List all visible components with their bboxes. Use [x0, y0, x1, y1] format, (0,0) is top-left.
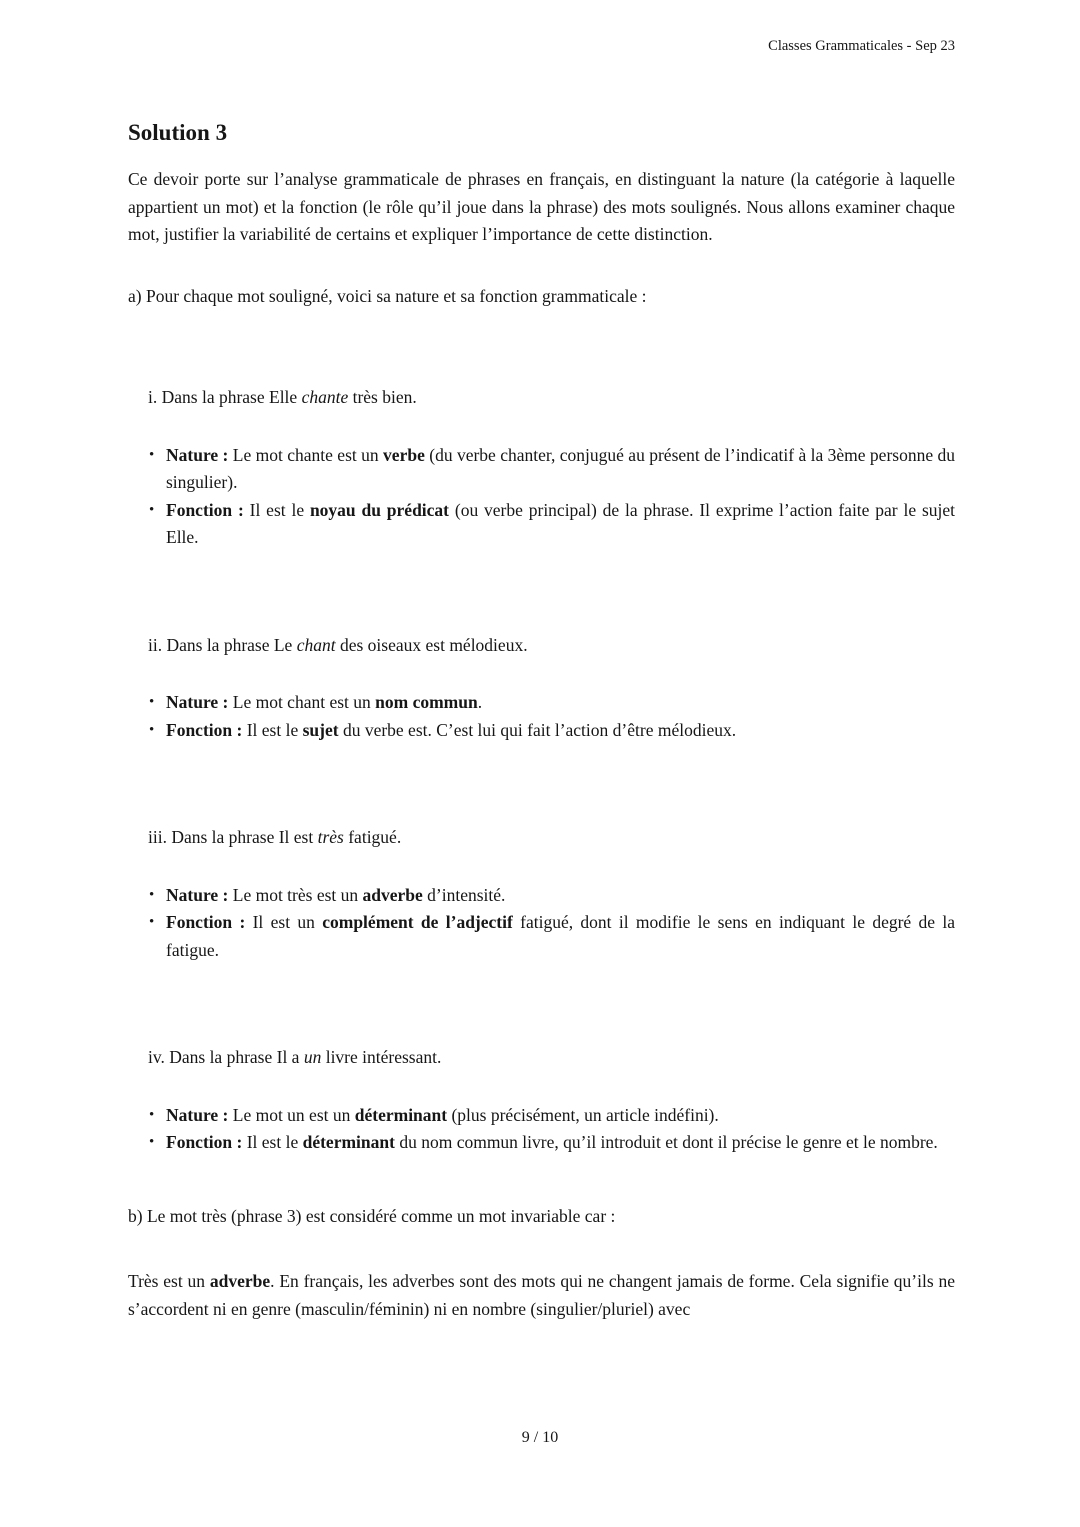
- text-segment: fatigué, dont il modifie le sens en indiquant le degré de la fatigue.: [166, 912, 955, 960]
- bold-text: Nature :: [166, 692, 229, 712]
- bullet-item: [166, 1129, 955, 1157]
- analysis-item: [128, 1044, 955, 1157]
- analysis-item: [128, 384, 955, 552]
- bullet-item: [166, 689, 955, 717]
- page-content: [0, 118, 1080, 1323]
- italic-text: un: [303, 1047, 322, 1067]
- text-segment: très bien.: [348, 387, 417, 407]
- items-list: [128, 384, 955, 1157]
- italic-text: chant: [296, 634, 336, 655]
- item-phrase: [128, 824, 955, 852]
- text-segment: Le mot chant est un: [228, 692, 376, 712]
- analysis-item: [128, 632, 955, 745]
- bold-text: déterminant: [302, 1132, 395, 1152]
- text-segment: livre intéressant.: [321, 1047, 442, 1067]
- text-segment: . En français, les adverbes sont des mots qui ne changent jamais de forme. Cela signifie qu’ils ne s’accordent ni en genre (masculin/féminin) ni en nombre (singulier/pluriel) avec: [128, 1271, 956, 1319]
- bold-text: Fonction :: [166, 719, 243, 740]
- item-bullets: [128, 1102, 955, 1157]
- bold-text: Fonction :: [166, 912, 246, 932]
- bullet-item: [166, 717, 955, 745]
- item-bullets: [128, 882, 955, 965]
- bold-text: verbe: [383, 444, 425, 465]
- bold-text: adverbe: [209, 1271, 271, 1291]
- text-segment: iv. Dans la phrase Il a: [148, 1047, 304, 1067]
- item-bullets: [128, 689, 955, 744]
- bold-text: Fonction :: [166, 499, 244, 520]
- page-footer: [0, 1424, 1080, 1452]
- bold-text: sujet: [302, 719, 339, 740]
- bullet-item: [166, 442, 955, 497]
- page-number: 9 / 10: [521, 1429, 559, 1446]
- item-phrase: [128, 1044, 955, 1072]
- text-segment: Il est un: [245, 912, 323, 932]
- text-segment: des oiseaux est mélodieux.: [335, 634, 528, 655]
- text-segment: ii. Dans la phrase Le: [148, 634, 297, 655]
- text-segment: du nom commun livre, qu’il introduit et dont il précise le genre et le nombre.: [394, 1132, 938, 1152]
- bold-text: déterminant: [354, 1104, 448, 1125]
- text-segment: d’intensité.: [422, 884, 506, 905]
- text-segment: i. Dans la phrase Elle: [148, 387, 302, 407]
- item-bullets: [128, 442, 955, 552]
- bold-text: noyau du prédicat: [309, 499, 450, 520]
- bullet-item: [166, 1102, 955, 1130]
- intro-paragraph: Ce devoir porte sur l’analyse grammaticale de phrases en français, en distinguant la nature (la catégorie à laquelle appartient un mot) et la fonction (le rôle qu’il joue dans la phrase) des mots soulignés. Nous allons examiner chaque mot, justifier la variabilité de certains et expliquer l’importance de cette distinction.: [128, 169, 955, 244]
- item-phrase: [128, 632, 955, 660]
- text-segment: iii. Dans la phrase Il est: [148, 827, 318, 847]
- solution-title: Solution 3: [128, 120, 228, 145]
- section-b-label: b) Le mot très (phrase 3) est considéré comme un mot invariable car :: [128, 1205, 616, 1226]
- bold-text: nom commun: [375, 692, 478, 712]
- text-segment: (ou verbe principal) de la phrase. Il exprime l’action faite par le sujet Elle.: [166, 499, 955, 547]
- bold-text: Nature :: [166, 884, 229, 905]
- item-phrase: [128, 384, 955, 412]
- text-segment: Il est le: [242, 719, 303, 740]
- bold-text: complément de l’adjectif: [322, 912, 513, 932]
- text-segment: Le mot chante est un: [228, 444, 384, 465]
- bold-text: Nature :: [166, 1104, 229, 1125]
- bullet-item: [166, 497, 955, 552]
- bullet-item: [166, 882, 955, 910]
- section-b-paragraph: [128, 1268, 955, 1323]
- section-a-label: a) Pour chaque mot souligné, voici sa nature et sa fonction grammaticale :: [128, 285, 647, 306]
- text-segment: (plus précisément, un article indéfini).: [447, 1104, 719, 1125]
- text-segment: Il est le: [242, 1132, 303, 1152]
- text-segment: Il est le: [243, 499, 310, 520]
- text-segment: (du verbe chanter, conjugué au présent de l’indicatif à la 3ème personne du singulier).: [166, 444, 955, 492]
- text-segment: Le mot très est un: [228, 884, 363, 905]
- text-segment: Le mot un est un: [228, 1104, 355, 1125]
- text-segment: du verbe est. C’est lui qui fait l’action d’être mélodieux.: [338, 719, 737, 740]
- bullet-item: [166, 909, 955, 964]
- doc-title: Classes Grammaticales - Sep 23: [768, 38, 955, 54]
- page-header: [0, 0, 1080, 56]
- italic-text: très: [317, 827, 344, 847]
- bold-text: Nature :: [166, 444, 229, 465]
- bold-text: Fonction :: [166, 1132, 243, 1152]
- analysis-item: [128, 824, 955, 964]
- text-segment: .: [477, 692, 483, 712]
- bold-text: adverbe: [362, 884, 423, 905]
- text-segment: fatigué.: [343, 827, 402, 847]
- italic-text: chante: [301, 387, 349, 407]
- text-segment: Très est un: [128, 1271, 210, 1291]
